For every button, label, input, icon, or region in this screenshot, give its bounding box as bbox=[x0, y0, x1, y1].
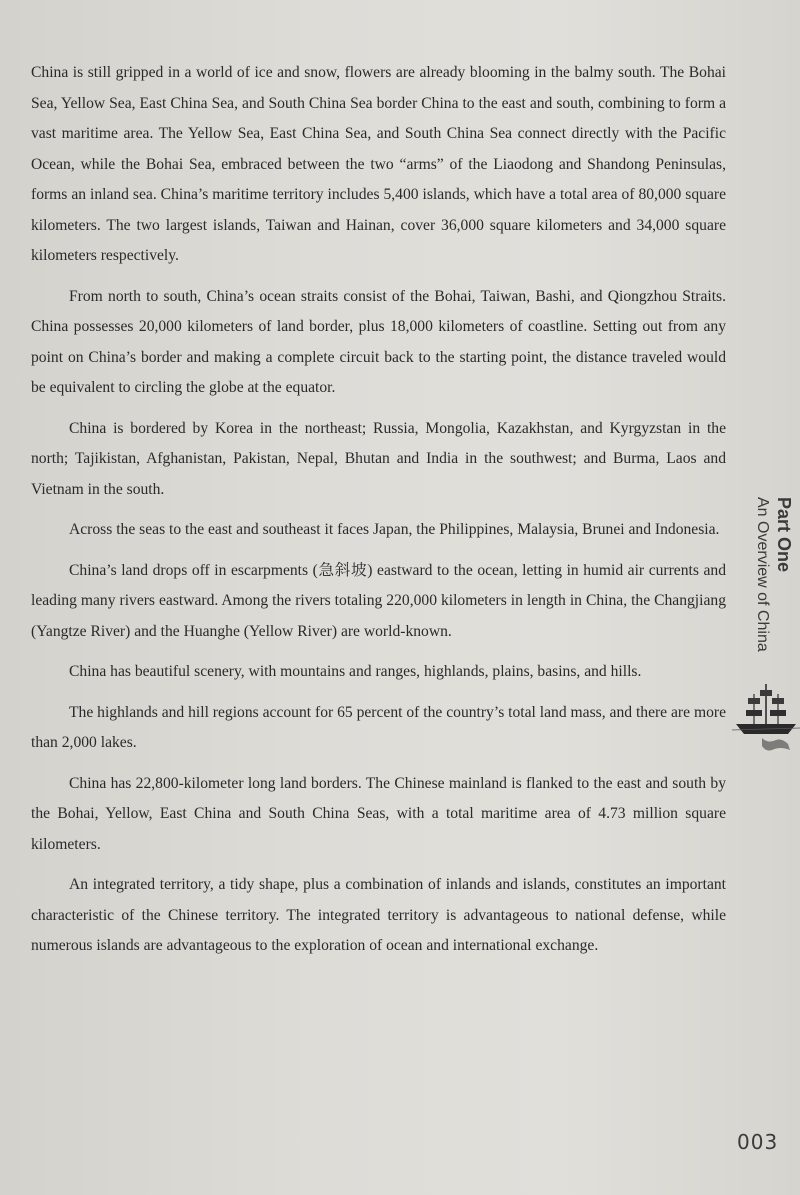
paragraph-7: The highlands and hill regions account for 65 percent of the country’s total land mass, and there are more than 2,000 lakes. bbox=[31, 703, 726, 751]
chapter-side-label bbox=[752, 497, 794, 652]
paragraph-2: From north to south, China’s ocean straits consist of the Bohai, Taiwan, Bashi, and Qiongzhou Straits. China possesses 20,000 kilometers of land border, plus 18,000 kilometers of coastline. Setting out from any point on China’s border and making a complete circuit back to the starting point, the distance traveled would be equivalent to circling the globe at the equator. bbox=[31, 287, 726, 396]
paragraph-4: Across the seas to the east and southeast it faces Japan, the Philippines, Malaysia, Brunei and Indonesia. bbox=[69, 521, 720, 538]
sailing-ship-icon bbox=[732, 680, 800, 760]
paragraph-8: China has 22,800-kilometer long land borders. The Chinese mainland is flanked to the east and south by the Bohai, Yellow, East China and South China Seas, with a total maritime area of 4.73 million square kilometers. bbox=[31, 774, 726, 853]
paragraph-1: China is still gripped in a world of ice and snow, flowers are already blooming in the balmy south. The Bohai Sea, Yellow Sea, East China Sea, and South China Sea border China to the east and south, combining to form a vast maritime area. The Yellow Sea, East China Sea, and South China Sea connect directly with the Pacific Ocean, while the Bohai Sea, embraced between the two “arms” of the Liaodong and Shandong Peninsulas, forms an inland sea. China’s maritime territory includes 5,400 islands, which have a total area of 80,000 square kilometers. The two largest islands, Taiwan and Hainan, cover 36,000 square kilometers and 34,000 square kilometers respectively. bbox=[31, 64, 726, 264]
paragraph-9: An integrated territory, a tidy shape, plus a combination of inlands and islands, constitutes an important characteristic of the Chinese territory. The integrated territory is advantageous to national defense, while numerous islands are advantageous to the exploration of ocean and international exchange. bbox=[31, 876, 726, 954]
part-title: An Overview of China bbox=[754, 497, 771, 652]
page-number: 003 bbox=[737, 1130, 779, 1154]
paragraph-5: China’s land drops off in escarpments (急斜坡) eastward to the ocean, letting in humid air currents and leading many rivers eastward. Among the rivers totaling 220,000 kilometers in length in China, the Changjiang (Yangtze River) and the Huanghe (Yellow River) are world-known. bbox=[31, 561, 726, 640]
body-text bbox=[31, 58, 726, 972]
part-label: Part One bbox=[774, 497, 794, 573]
paragraph-6: China has beautiful scenery, with mountains and ranges, highlands, plains, basins, and hills. bbox=[69, 663, 642, 680]
paragraph-3: China is bordered by Korea in the northeast; Russia, Mongolia, Kazakhstan, and Kyrgyzstan in the north; Tajikistan, Afghanistan, Pakistan, Nepal, Bhutan and India in the southwest; and Burma, Laos and Vietnam in the south. bbox=[31, 419, 726, 498]
